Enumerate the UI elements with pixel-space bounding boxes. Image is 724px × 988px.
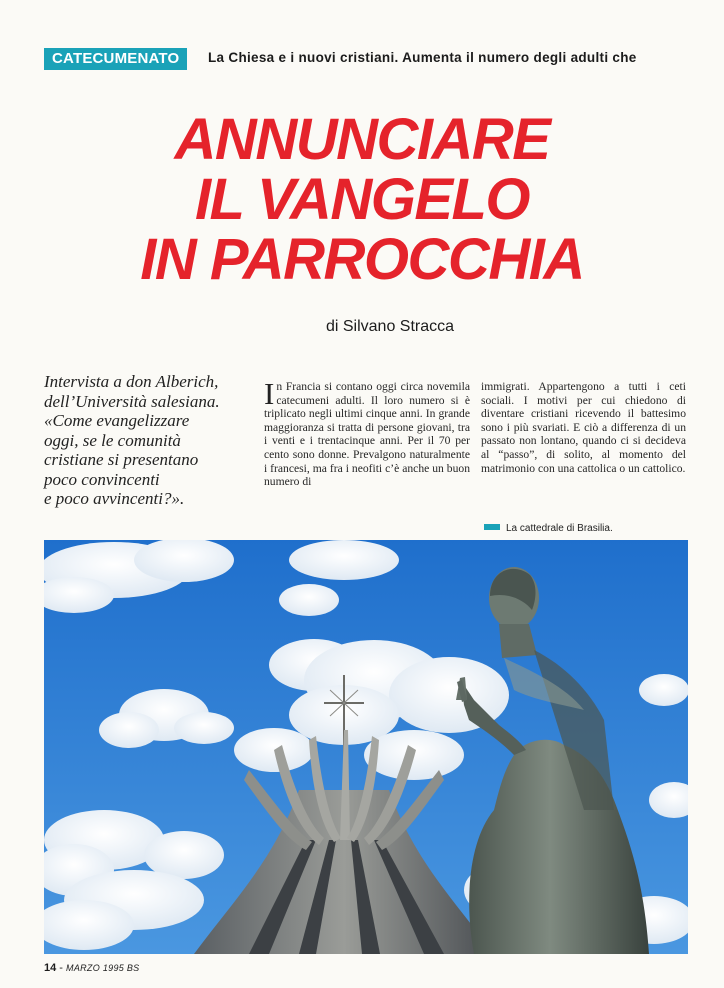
page-number: 14 <box>44 962 57 974</box>
title-line-3: IN PARROCCHIA <box>140 227 584 292</box>
title-line-1: ANNUNCIARE <box>174 107 550 172</box>
caption-text: La cattedrale di Brasilia. <box>506 523 613 534</box>
section-teaser: La Chiesa e i nuovi cristiani. Aumenta il numero degli adulti che <box>208 50 637 65</box>
cathedral-photo-illustration <box>44 540 688 954</box>
issue-info: MARZO 1995 BS <box>66 963 140 973</box>
photo-caption <box>484 522 613 536</box>
standfirst-line: Intervista a don Alberich, <box>44 372 219 391</box>
body-text-1: n Francia si contano oggi circa novemila catecumeni adulti. Il loro numero si è triplicato negli ultimi cinque anni. In grande maggioranza si tratta di persone giovani, tra i venti e i trentacinque anni. Per il 70 per cento sono donne. Prevalgono naturalmente i francesi, ma fra i neofiti c’è anche un buon numero di <box>264 380 470 489</box>
drop-cap: I <box>264 376 275 411</box>
body-column-1 <box>264 376 470 489</box>
page-footer <box>44 962 139 974</box>
section-tag: CATECUMENATO <box>44 48 187 70</box>
standfirst-line: e poco avvincenti?». <box>44 489 185 508</box>
standfirst-line: cristiane si presentano <box>44 450 199 469</box>
caption-marker <box>484 524 500 530</box>
cathedral-photo <box>44 540 688 954</box>
footer-separator: - <box>56 962 67 974</box>
standfirst <box>44 372 259 509</box>
standfirst-line: dell’Università salesiana. <box>44 391 220 411</box>
body-column-2: immigrati. Appartengono a tutti i ceti sociali. I motivi per cui chiedono di diventare cristiani ricevendo il battesimo sono i più svariati. E ciò a differenza di un passato non lontano, quando ci si decideva al “passo”, di solito, al momento del matrimonio con una cattolica o un cattolico. <box>481 380 686 475</box>
section-header <box>44 48 720 72</box>
standfirst-line: poco convincenti <box>44 469 160 489</box>
title-line-2: IL VANGELO <box>194 167 530 232</box>
byline: di Silvano Stracca <box>325 318 455 335</box>
standfirst-line: oggi, se le comunità <box>44 430 181 450</box>
article-title <box>0 107 724 292</box>
standfirst-line: «Come evangelizzare <box>44 411 190 430</box>
